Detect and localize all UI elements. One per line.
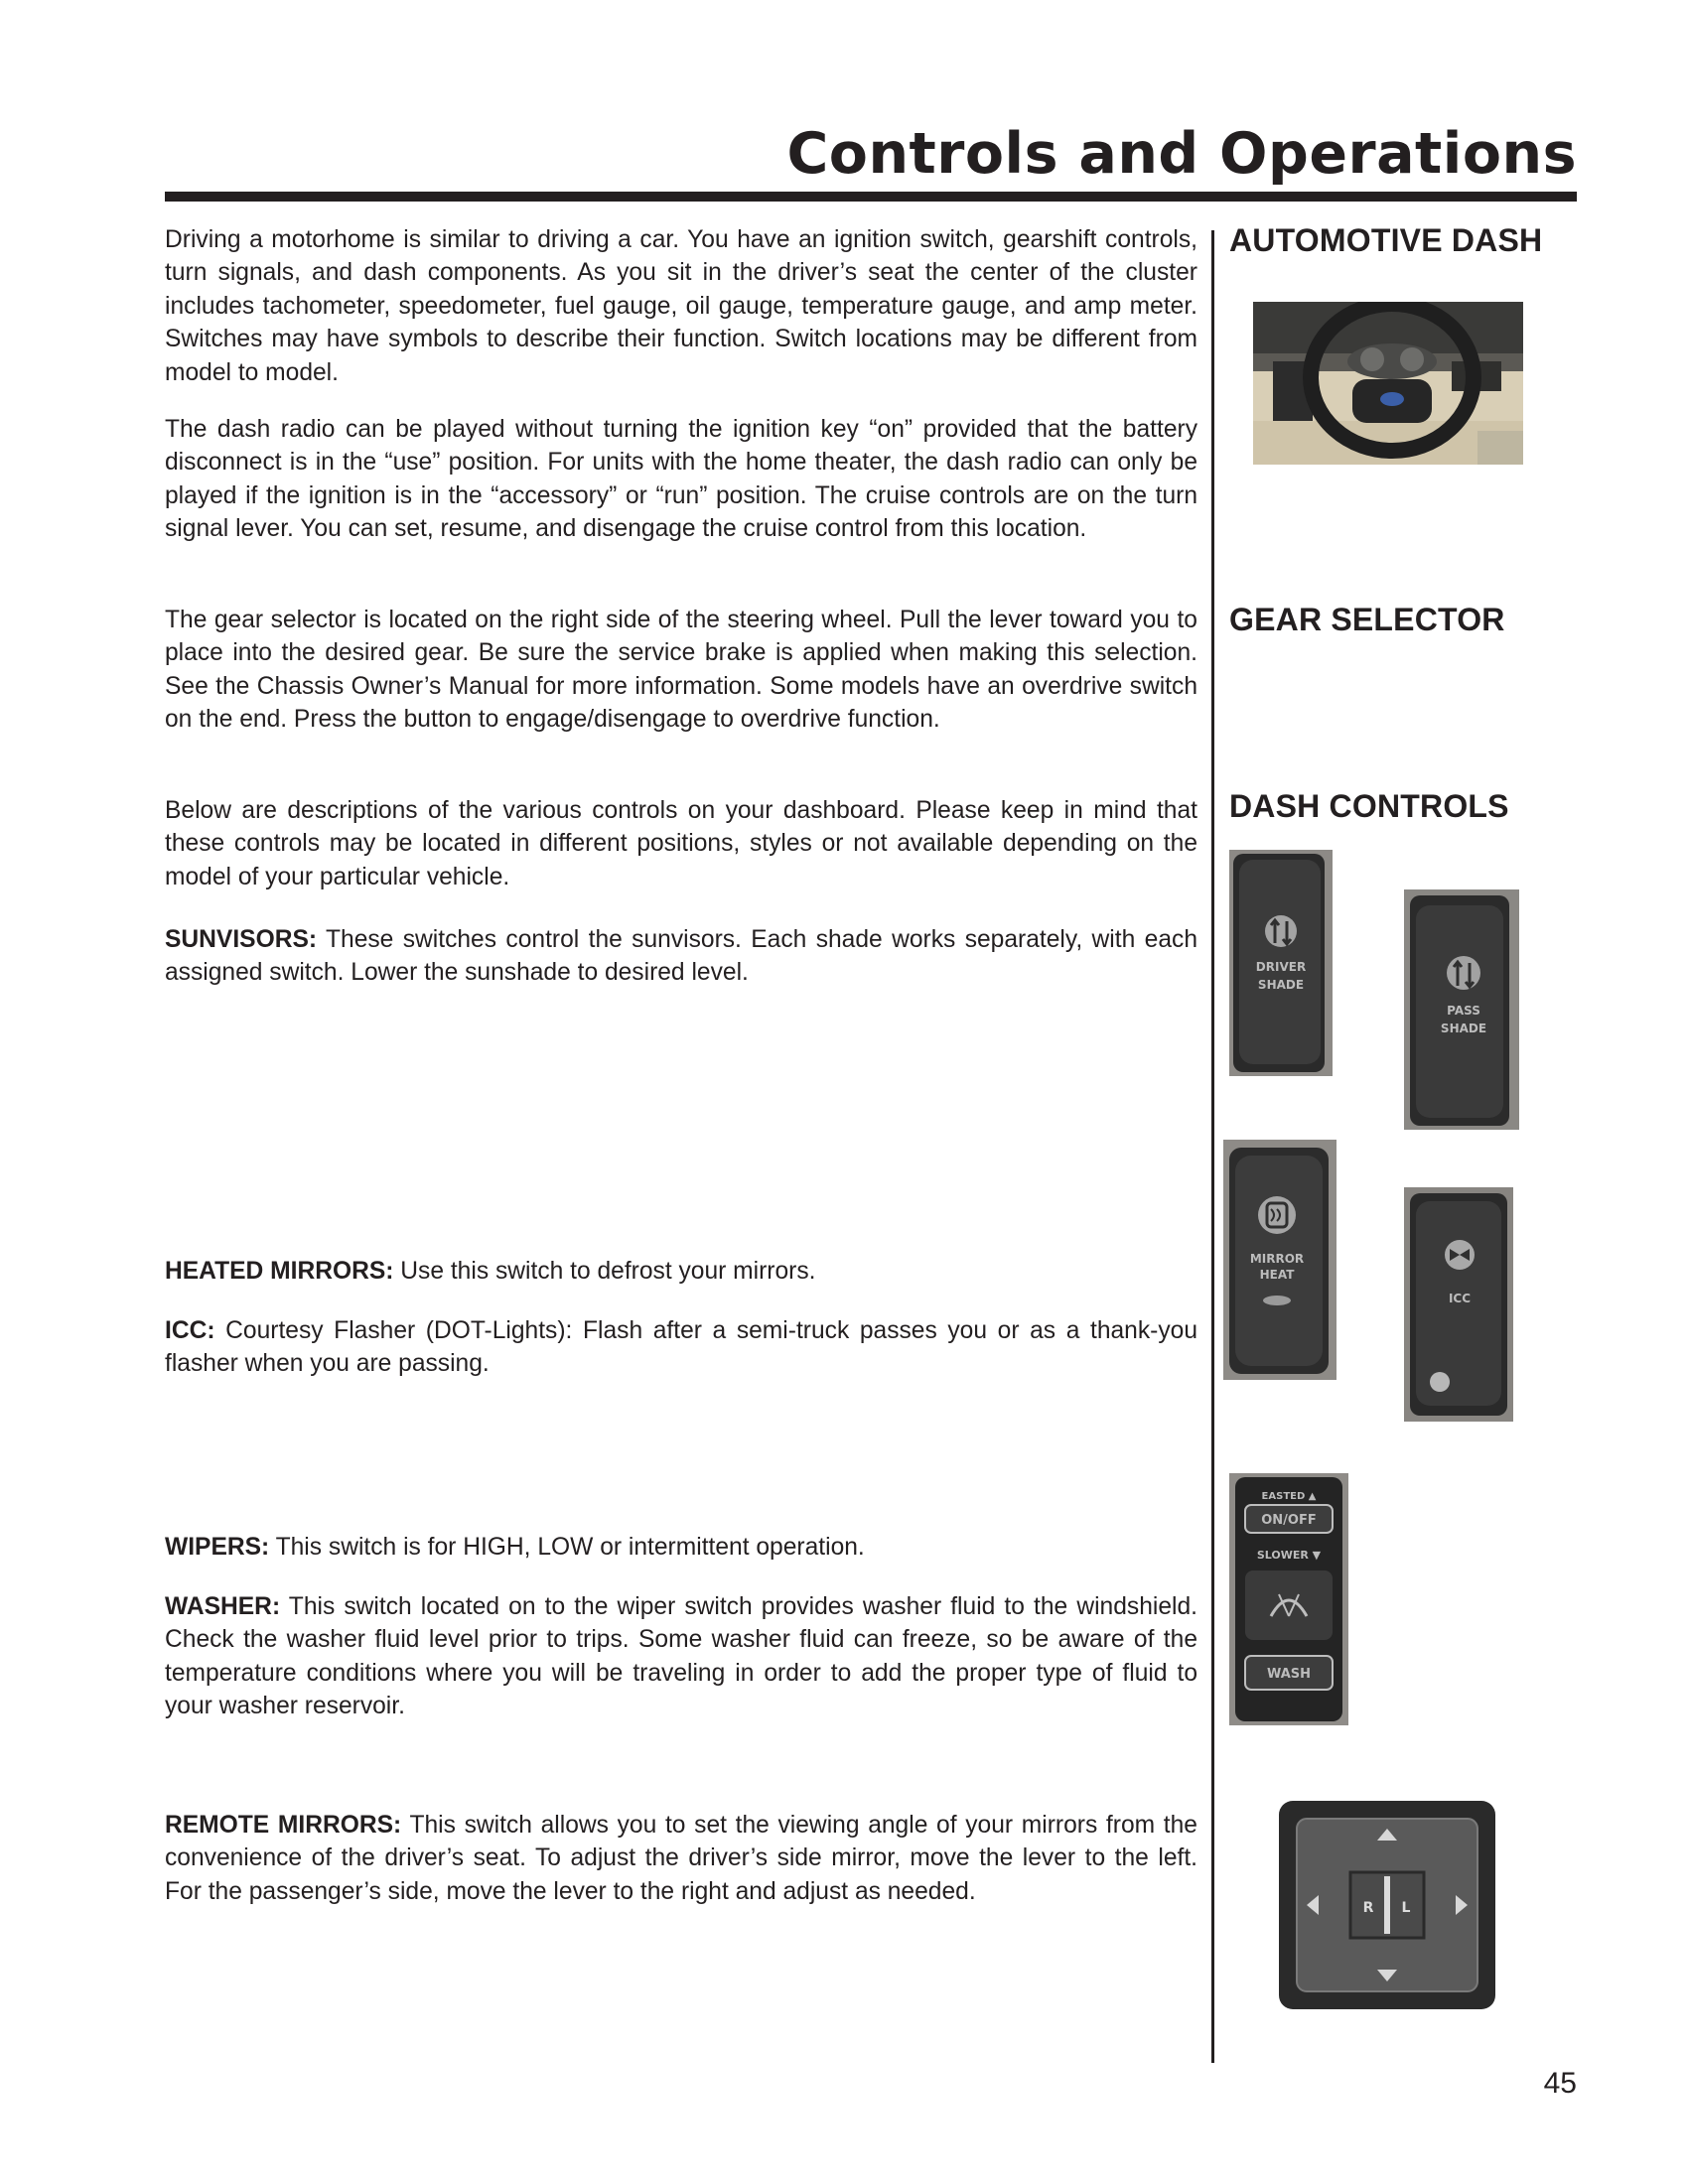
intro-paragraph: Driving a motorhome is similar to driving a car. You have an ignition switch, gearshift controls, turn signals, and dash components. As you sit in the driver’s seat the center of the cluster includes tachometer, speedometer, fuel gauge, oil gauge, temperature gauge, and amp meter. Switches may have symbols to describe their function. Switch locations may be different from model to model. <box>165 226 1197 386</box>
wiper-onoff-label: ON/OFF <box>1261 1513 1317 1528</box>
washer-text: This switch located on to the wiper switch provides washer fluid to the windshield. Check the washer fluid level prior to trips. Some washer fluid can freeze, so be aware of the temperature conditions where you will be traveling in order to add the proper type of fluid to your washer reservoir. <box>165 1593 1197 1720</box>
gear-paragraph: The gear selector is located on the right side of the steering wheel. Pull the lever toward you to place into the desired gear. Be sure the service brake is applied when making this selection. See the Chassis Owner’s Manual for more information. Some models have an overdrive switch on the end. Press the button to engage/disengage to overdrive function. <box>165 607 1197 734</box>
sunvisors-label: SUNVISORS: <box>165 926 318 953</box>
driver-shade-switch-photo <box>1229 850 1333 1076</box>
wiper-top-label: EASTED ▲ <box>1261 1491 1317 1502</box>
remote-mirror-switch-photo <box>1275 1793 1501 2015</box>
remote-mirrors-paragraph <box>165 1809 1197 1908</box>
heated-mirrors-text: Use this switch to defrost your mirrors. <box>393 1258 816 1285</box>
mirror-heat-label-2: HEAT <box>1259 1268 1295 1282</box>
mirror-l-label: L <box>1401 1900 1411 1916</box>
page-title: Controls and Operations <box>786 121 1577 187</box>
remote-mirrors-label: REMOTE MIRRORS: <box>165 1812 402 1839</box>
icc-label: ICC: <box>165 1317 215 1344</box>
icc-text: Courtesy Flasher (DOT-Lights): Flash after a semi-truck passes you or as a thank-you flasher when you are passing. <box>165 1317 1197 1378</box>
column-divider <box>1211 230 1214 2063</box>
pass-shade-switch-photo <box>1404 889 1519 1130</box>
sunvisors-text: These switches control the sunvisors. Each shade works separately, with each assigned switch. Lower the sunshade to desired level. <box>165 926 1197 987</box>
mirror-heat-switch-photo <box>1223 1140 1336 1380</box>
washer-paragraph <box>165 1590 1197 1723</box>
title-rule <box>165 192 1577 202</box>
driver-shade-label-1: DRIVER <box>1255 960 1307 974</box>
wiper-wash-label: WASH <box>1266 1667 1312 1682</box>
driver-shade-label-2: SHADE <box>1257 978 1305 992</box>
mirror-heat-label-1: MIRROR <box>1249 1252 1305 1266</box>
wiper-switch-photo <box>1229 1473 1348 1725</box>
wipers-text: This switch is for HIGH, LOW or intermittent operation. <box>269 1534 865 1561</box>
wipers-label: WIPERS: <box>165 1534 270 1561</box>
pass-shade-label-2: SHADE <box>1440 1022 1487 1035</box>
dashboard-intro-paragraph: Below are descriptions of the various controls on your dashboard. Please keep in mind that these controls may be located in different positions, styles or not available depending on the model of your particular vehicle. <box>165 797 1197 890</box>
wiper-slower-label: SLOWER ▼ <box>1256 1549 1322 1562</box>
dash-controls-heading: DASH CONTROLS <box>1229 788 1509 824</box>
heated-mirrors-label: HEATED MIRRORS: <box>165 1258 394 1285</box>
remote-mirrors-text: This switch allows you to set the viewing angle of your mirrors from the convenience of the driver’s seat. To adjust the driver’s side mirror, move the lever to the left. For the passenger’s side, move the lever to the right and adjust as needed. <box>165 1812 1197 1905</box>
mirror-r-label: R <box>1362 1900 1374 1916</box>
gear-selector-heading: GEAR SELECTOR <box>1229 602 1505 637</box>
radio-paragraph: The dash radio can be played without turning the ignition key “on” provided that the battery disconnect is in the “use” position. For units with the home theater, the dash radio can only be played if the ignition is in the “accessory” or “run” position. The cruise controls are on the turn signal lever. You can set, resume, and disengage the cruise control from this location. <box>165 416 1197 543</box>
icc-switch-label: ICC <box>1448 1292 1472 1305</box>
heated-mirrors-paragraph <box>165 1255 1197 1288</box>
wipers-paragraph <box>165 1531 1197 1564</box>
icc-paragraph <box>165 1314 1197 1381</box>
washer-label: WASHER: <box>165 1593 281 1620</box>
page-number: 45 <box>1543 2067 1577 2100</box>
icc-switch-photo <box>1404 1187 1513 1422</box>
pass-shade-label-1: PASS <box>1447 1004 1480 1018</box>
automotive-dash-photo <box>1253 302 1523 465</box>
sunvisors-paragraph <box>165 923 1197 990</box>
automotive-dash-heading: AUTOMOTIVE DASH <box>1229 222 1543 258</box>
